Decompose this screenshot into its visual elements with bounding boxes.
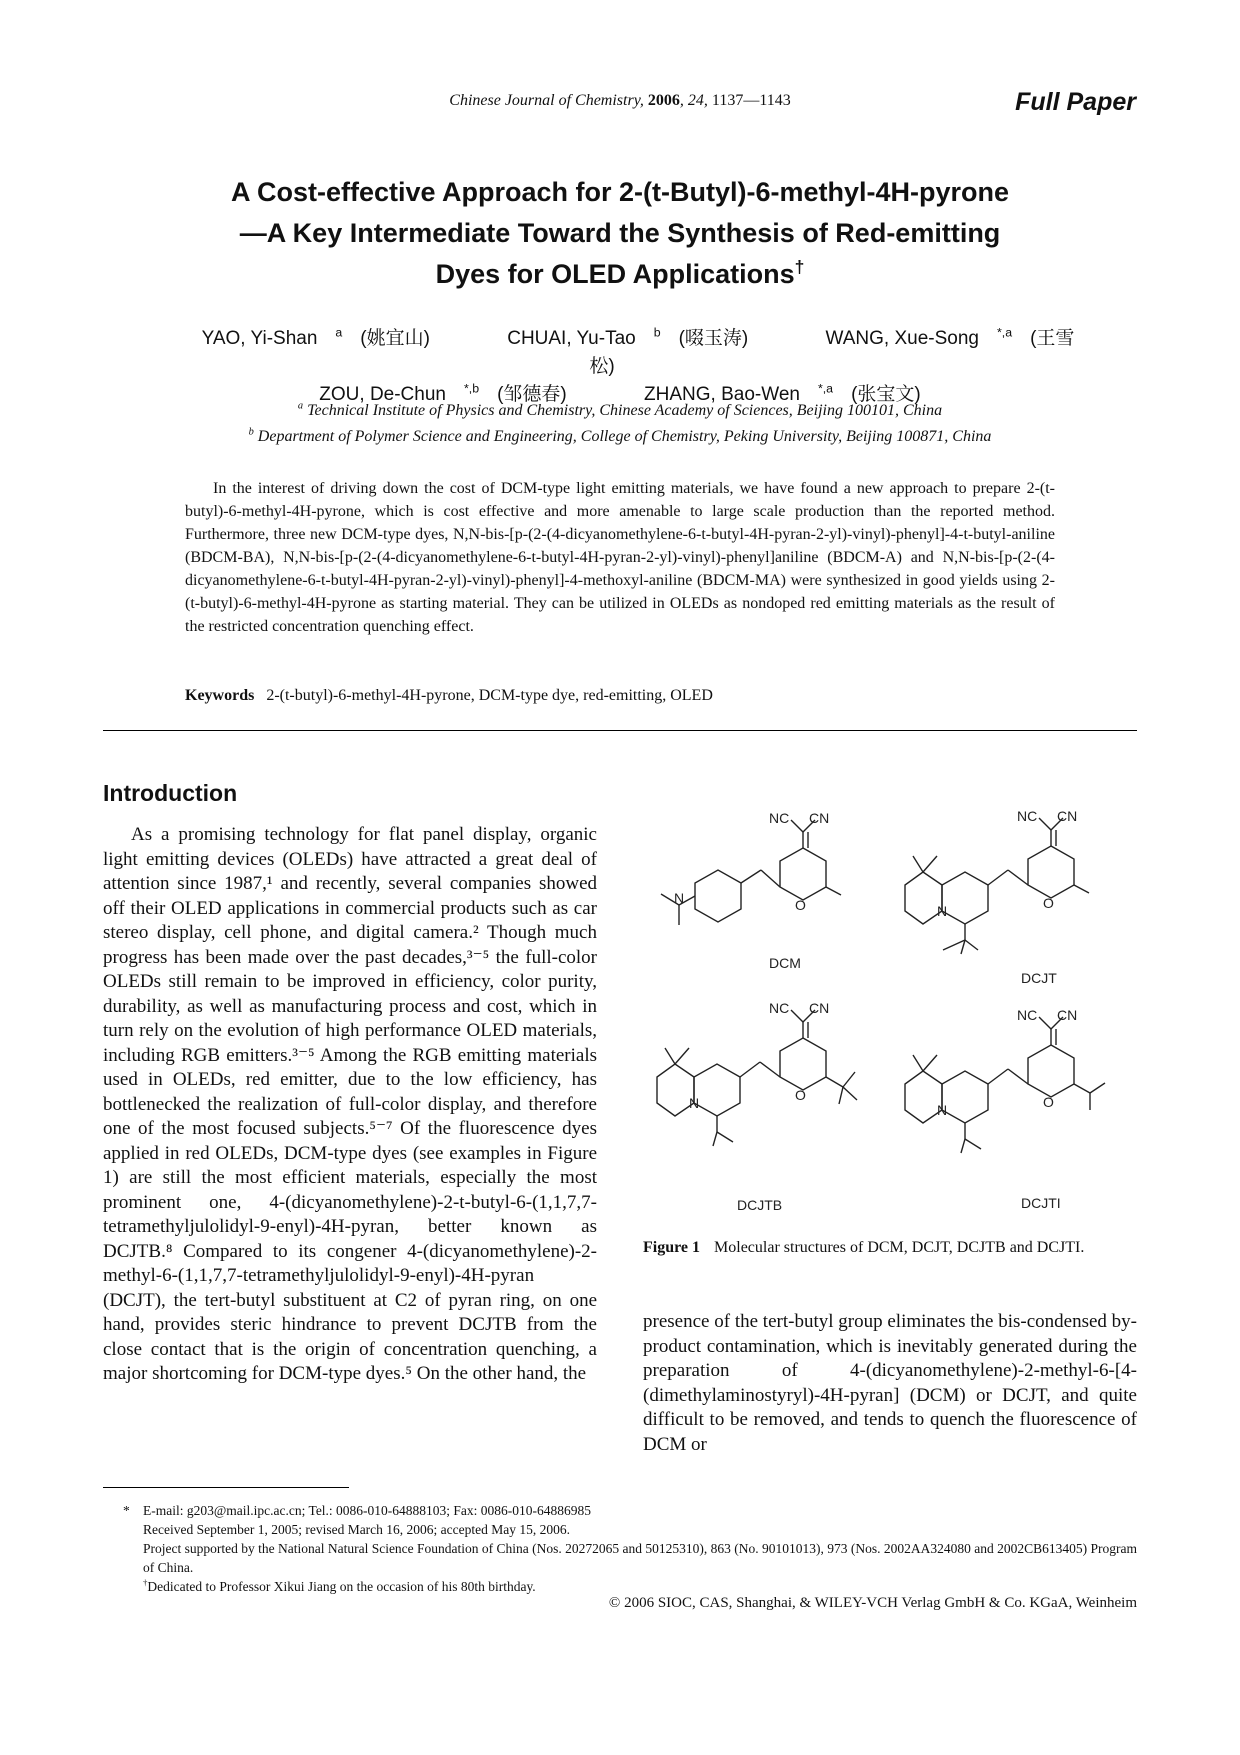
- molecule-dcjtb: [657, 1010, 857, 1146]
- author-yao: YAO, Yi-Shan $^a$ (姚宜山): [201, 325, 430, 349]
- molecule-dcjt: [905, 818, 1089, 954]
- molecular-structures-figure: [643, 790, 1137, 1220]
- keywords-text: 2-(t-butyl)-6-methyl-4H-pyrone, DCM-type dye, red-emitting, OLED: [266, 687, 713, 704]
- affiliation-b: $^b$ Department of Polymer Science and Engineering, College of Chemistry, Peking University, Beijing 100871, China: [248, 426, 992, 445]
- label-o-dcjti: O: [1043, 1094, 1054, 1110]
- journal-name: Chinese Journal of Chemistry: [449, 92, 640, 109]
- affiliations: [150, 398, 1090, 450]
- title-line-3: [180, 254, 1060, 295]
- author-chuai: CHUAI, Yu-Tao $^b$ (啜玉涛): [507, 325, 749, 349]
- introduction-left-column: As a promising technology for flat panel display, organic light emitting devices (OLEDs) have attracted a great deal of attention since 1987,¹ and recently, several companies showed off their OLED applications in commercial products such as car stereo display, cell phone, and digital camera.² Though much progress has been made over the past decades,³⁻⁵ the full-color OLEDs still remain to be improved in efficiency, color purity, durability, as well as manufacturing process and cost, which in turn rely on the evolution of high performance OLED materials, including RGB emitters.³⁻⁵ Among the RGB emitting materials used in OLEDs, red emitter, due to the low efficiency, has bottlenecked the realization of full-color display, and therefore one of the most focused subjects.⁵⁻⁷ Of the fluorescence dyes applied in red OLEDs, DCM-type dyes (see examples in Figure 1) are still the most efficient materials, especially the most prominent one, 4-(dicyanomethylene)-2-t-butyl-6-(1,1,7,7-tetramethyljulolidyl-9-enyl)-4H-pyran, better known as DCJTB.⁸ Compared to its congener 4-(dicyanomethylene)-2-methyl-6-(1,1,7,7-tetramethyljulolidyl-9-enyl)-4H-pyran (DCJT), the tert-butyl substituent at C2 of pyran ring, on one hand, provides steric hindrance to prevent DCJTB from the close contact that is the origin of concentration quenching, a major shortcoming for DCM-type dyes.⁵ On the other hand, the: [103, 824, 597, 1384]
- journal-volume: 24: [687, 92, 704, 109]
- footnote-contact: * E-mail: g203@mail.ipc.ac.cn; Tel.: 0086-010-64888103; Fax: 0086-010-64886985: [123, 1503, 592, 1518]
- label-nc-dcjt: NC: [1017, 808, 1038, 824]
- keywords-label: Keywords: [185, 687, 255, 704]
- author-wang: WANG, Xue-Song $^{*,a}$ (王雪松): [589, 325, 1075, 377]
- molecule-name-dcm: DCM: [769, 955, 801, 971]
- title-line-3-text: Dyes for OLED Applications: [435, 259, 795, 289]
- label-n-dcm: N: [674, 890, 685, 906]
- figure-caption-label: Figure 1: [643, 1239, 701, 1256]
- footnote-rule: [103, 1487, 349, 1488]
- label-n-dcjt: N: [937, 903, 948, 919]
- abstract: In the interest of driving down the cost of DCM-type light emitting materials, we have found a new approach to prepare 2-(t-butyl)-6-methyl-4H-pyrone, which is cost effective and more amenable to large scale production than the reported method. Furthermore, three new DCM-type dyes, N,N-bis-[p-(2-(4-dicyanomethylene-6-t-butyl-4H-pyran-2-yl)-vinyl)-phenyl]-4-t-butyl-aniline (BDCM-BA), N,N-bis-[p-(2-(4-dicyanomethylene-6-t-butyl-4H-pyran-2-yl)-vinyl)-phenyl]aniline (BDCM-A) and N,N-bis-[p-(2-(4-dicyanomethylene-6-t-butyl-4H-pyran-2-yl)-vinyl)-phenyl]-4-methoxyl-aniline (BDCM-MA) were synthesized in good yields using 2-(t-butyl)-6-methyl-4H-pyrone as starting material. They can be utilized in OLEDs as nondoped red emitting materials as the result of the restricted concentration quenching effect.: [185, 480, 1055, 635]
- introduction-right-column: presence of the tert-butyl group eliminates the bis-condensed by-product contamination, which is inevitably generated during the preparation of 4-(dicyanomethylene)-2-methyl-6-[4-(dimethylaminostyryl)-4H-pyran] (DCM) or DCJT, and quite difficult to be removed, and tends to quench the fluorescence of DCM or: [643, 1311, 1137, 1455]
- title-dagger: †: [794, 257, 805, 277]
- footnote-dedication: †Dedicated to Professor Xikui Jiang on the occasion of his 80th birthday.: [143, 1577, 536, 1594]
- molecule-name-dcjti: DCJTI: [1021, 1195, 1061, 1211]
- journal-pages: 1137—1143: [711, 92, 791, 109]
- label-o-dcjtb: O: [795, 1087, 806, 1103]
- figure-caption: [643, 1236, 1137, 1260]
- section-divider: [103, 730, 1137, 731]
- label-n-dcjtb: N: [689, 1095, 700, 1111]
- label-cn-dcjti: CN: [1057, 1007, 1078, 1023]
- footnote-funding: Project supported by the National Natural Science Foundation of China (Nos. 20272065 and 50125310), 863 (No. 90101013), 973 (Nos. 2002AA324080 and 2002CB613405) Program of China.: [143, 1541, 1137, 1575]
- label-o-dcm: O: [795, 897, 806, 913]
- journal-year: 2006: [647, 92, 680, 109]
- label-cn-dcm: CN: [809, 810, 830, 826]
- molecule-dcm: [661, 820, 841, 925]
- article-type-badge: Full Paper: [1015, 88, 1136, 116]
- footnote-received: Received September 1, 2005; revised March 16, 2006; accepted May 15, 2006.: [143, 1522, 571, 1537]
- title-line-2: —A Key Intermediate Toward the Synthesis of Red-emitting: [239, 218, 1001, 248]
- label-nc-dcm: NC: [769, 810, 790, 826]
- molecule-name-dcjtb: DCJTB: [737, 1197, 783, 1213]
- paper-title: [180, 172, 1060, 295]
- label-nc-dcjti: NC: [1017, 1007, 1038, 1023]
- label-cn-dcjtb: CN: [809, 1000, 830, 1016]
- label-o-dcjt: O: [1043, 895, 1054, 911]
- footnotes: [115, 1501, 1137, 1596]
- introduction-heading: Introduction: [103, 780, 238, 806]
- author-zhang: ZHANG, Bao-Wen $^{*,a}$ (张宝文): [644, 381, 921, 405]
- journal-citation: Chinese Journal of Chemistry, 2006, 24, 1137—1143: [449, 92, 791, 109]
- affiliation-a: $^a$ Technical Institute of Physics and Chemistry, Chinese Academy of Sciences, Beijing 100101, China: [297, 400, 943, 419]
- keywords: [185, 687, 1055, 705]
- molecule-dcjti: [905, 1017, 1105, 1153]
- figure-caption-text: Molecular structures of DCM, DCJT, DCJTB and DCJTI.: [714, 1239, 1085, 1256]
- figure-1: [643, 790, 1137, 1220]
- title-line-1: A Cost-effective Approach for 2-(t-Butyl)-6-methyl-4H-pyrone: [230, 177, 1010, 207]
- copyright-notice: © 2006 SIOC, CAS, Shanghai, & WILEY-VCH Verlag GmbH & Co. KGaA, Weinheim: [608, 1595, 1137, 1611]
- label-n-dcjti: N: [937, 1102, 948, 1118]
- molecule-name-dcjt: DCJT: [1021, 970, 1057, 986]
- label-nc-dcjtb: NC: [769, 1000, 790, 1016]
- author-list: [150, 325, 1090, 409]
- label-cn-dcjt: CN: [1057, 808, 1078, 824]
- author-zou: ZOU, De-Chun $^{*,b}$ (邹德春): [319, 381, 567, 405]
